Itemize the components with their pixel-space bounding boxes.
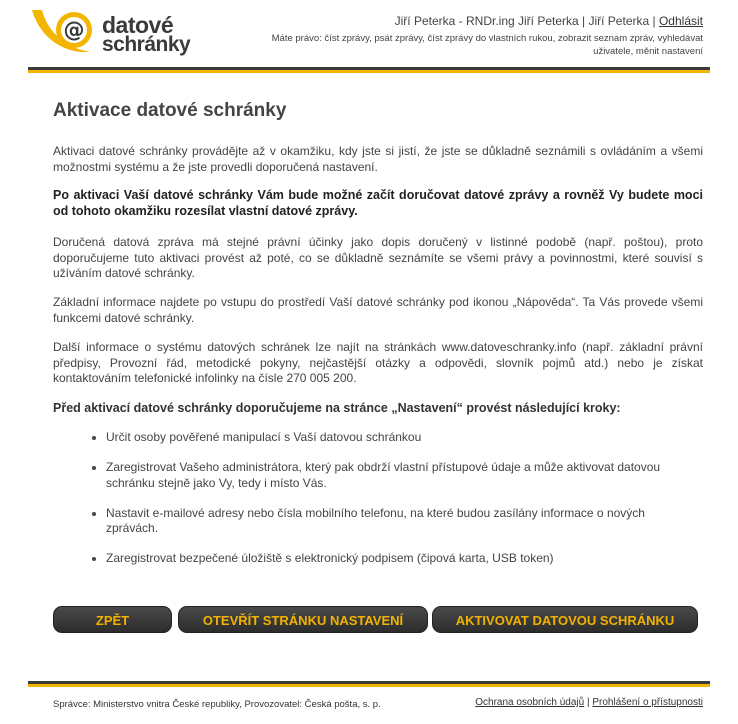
footer-operator: Správce: Ministerstvo vnitra České republiky, Provozovatel: Česká pošta, s. p. xyxy=(53,699,381,710)
help-paragraph: Základní informace najdete po vstupu do prostředí Vaší datové schránky pod ikonou „Nápověda“. Ta Vás provede všemi funkcemi datové schránky. xyxy=(53,295,703,325)
logout-link[interactable]: Odhlásit xyxy=(658,14,703,28)
more-info-paragraph: Další informace o systému datových schránek lze najít na stránkách www.datoveschranky.info (např. základní právní předpisy, Provozní řád, metodické pokyny, nejčastější otázky a odpovědi, slovník pojmů atd.) nebo je získat kontaktováním telefonické infolinky na čísle 270 005 200. xyxy=(53,340,703,385)
open-settings-button[interactable]: OTEVŘÍT STRÁNKU NASTAVENÍ xyxy=(178,606,428,633)
header-divider xyxy=(28,67,710,73)
back-button[interactable]: ZPĚT xyxy=(53,606,172,633)
logo[interactable] xyxy=(28,8,191,56)
legal-effect-paragraph: Doručená datová zpráva má stejné právní účinky jako dopis doručený v listinné podobě (např. poštou), proto doporučujeme tuto aktivaci provést až poté, co se důkladně seznámíte se všemi právy a povinnostmi, které souvisí s užíváním datové schránky. xyxy=(53,235,703,280)
privacy-link[interactable]: Ochrana osobních údajů xyxy=(475,697,585,708)
bold-notice-paragraph: Po aktivaci Vaší datové schránky Vám bude možné začít doručovat datové zprávy a rovněž Vy budete moci od tohoto okamžiku rozesílat vlastní datové zprávy. xyxy=(53,188,703,218)
at-sign-logo-icon xyxy=(28,8,98,56)
action-buttons xyxy=(53,606,703,634)
main-content xyxy=(53,100,703,565)
user-rights: Máte právo: číst zprávy, psát zprávy, číst zprávy do vlastních rukou, zobrazit seznam zpráv, vyhledávat uživatele, měnit nastavení xyxy=(271,33,703,57)
steps-list xyxy=(53,430,703,581)
accessibility-link[interactable]: Prohlášení o přístupnosti xyxy=(592,697,703,708)
user-info xyxy=(395,14,703,28)
user-names: Jiří Peterka - RNDr.ing Jiří Peterka | Jiří Peterka | xyxy=(394,14,656,28)
logo-line1: datové xyxy=(102,12,174,38)
activate-mailbox-button[interactable]: AKTIVOVAT DATOVOU SCHRÁNKU xyxy=(432,606,698,633)
footer-divider xyxy=(28,681,710,687)
header xyxy=(0,0,738,66)
steps-heading: Před aktivací datové schránky doporučujeme na stránce „Nastavení“ provést následující kroky: xyxy=(53,401,621,415)
footer-links xyxy=(475,697,703,708)
intro-paragraph: Aktivaci datové schránky provádějte až v okamžiku, kdy jste si jistí, že jste se důkladně seznámili s ovládáním a všemi možnostmi systému a že jste provedli doporučená nastavení. xyxy=(53,144,703,174)
svg-text:@: @ xyxy=(63,18,85,42)
list-item: • Nastavit e-mailové adresy nebo čísla mobilního telefonu, na které budou zasílány informace o nových zprávách. xyxy=(106,506,703,537)
logo-line2: schránky xyxy=(102,33,191,56)
list-item: • Zaregistrovat Vašeho administrátora, který pak obdrží vlastní přístupové údaje a může aktivovat datovou schránku stejně jako Vy, tedy i místo Vás. xyxy=(106,460,703,491)
logo-text xyxy=(102,12,191,56)
page-title: Aktivace datové schránky xyxy=(53,100,287,121)
list-item: • Určit osoby pověřené manipulací s Vaší datovou schránkou xyxy=(106,430,703,446)
footer-separator: | xyxy=(586,697,590,708)
list-item: • Zaregistrovat bezpečené úložiště s elektronický podpisem (čipová karta, USB token) xyxy=(106,551,703,567)
